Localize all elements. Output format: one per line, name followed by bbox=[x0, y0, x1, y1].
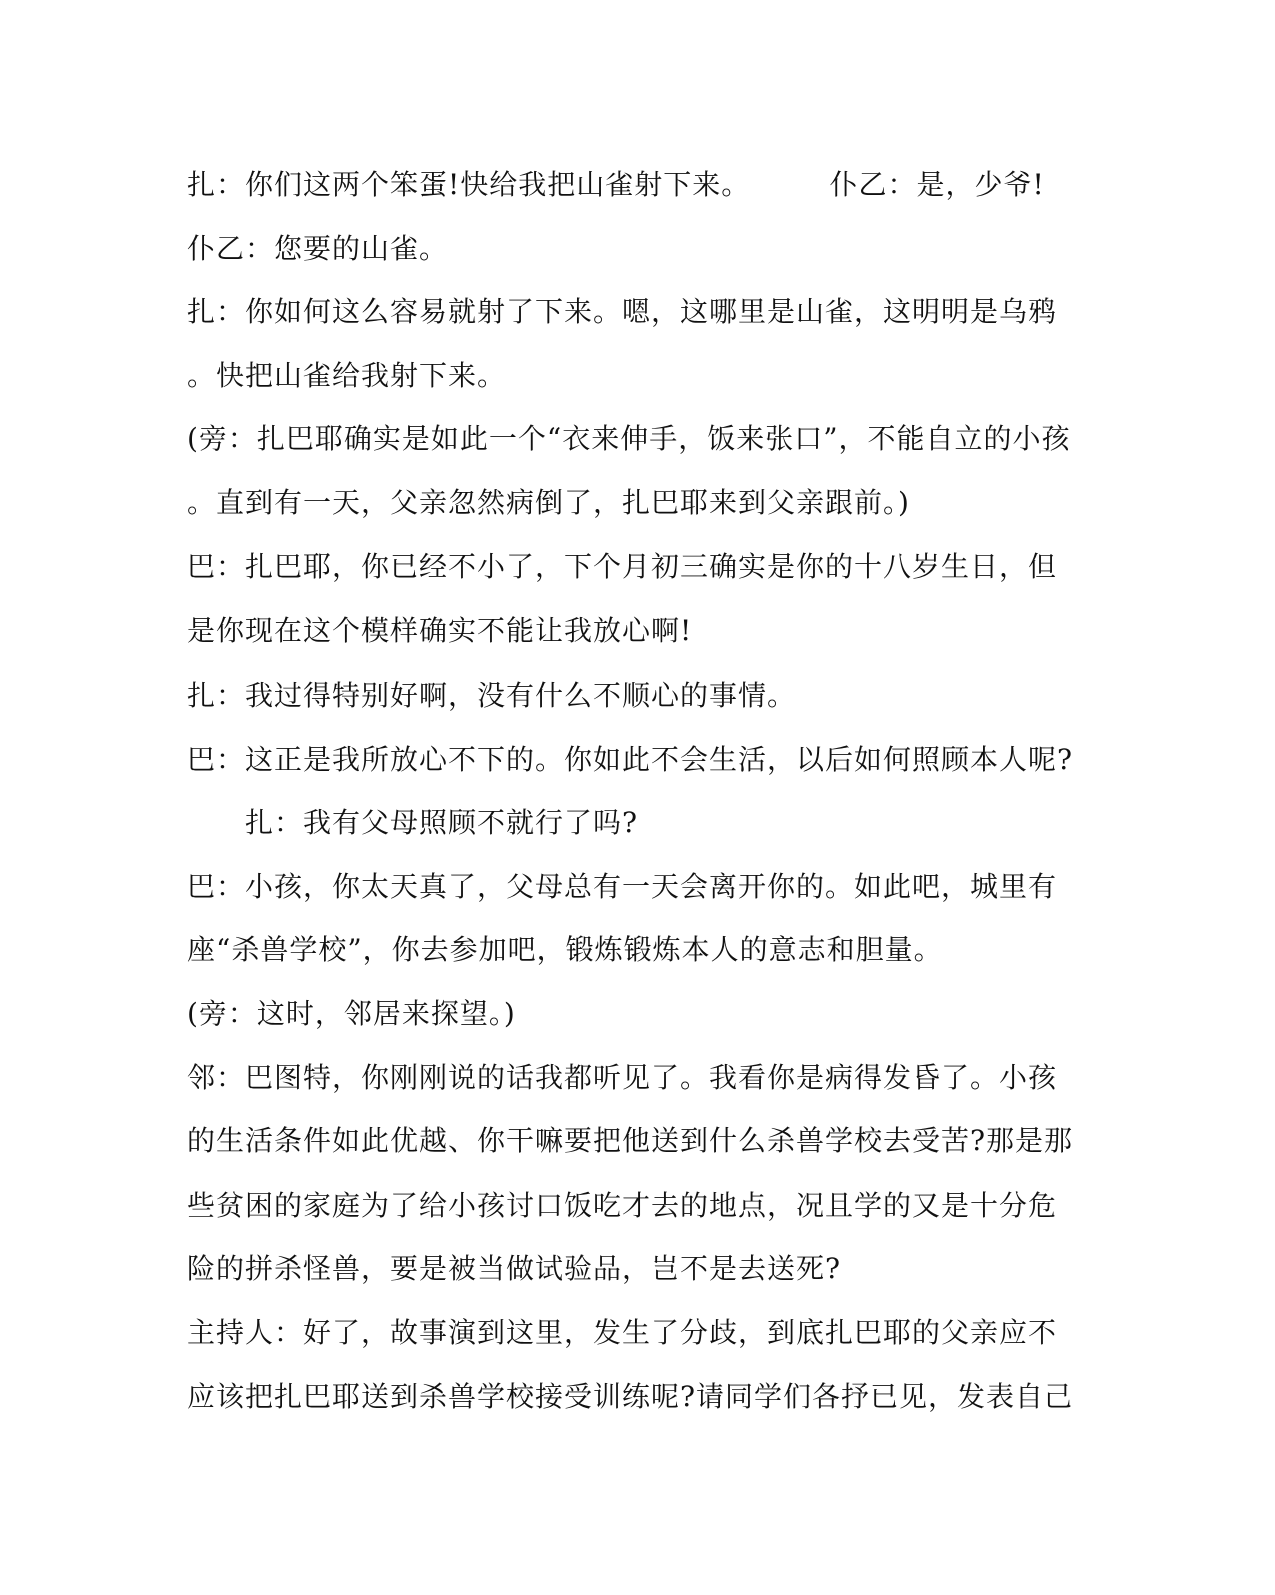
text-line: 座“杀兽学校”，你去参加吧，锻炼锻炼本人的意志和胆量。 bbox=[187, 933, 943, 966]
text-line: 巴：这正是我所放心不下的。你如此不会生活，以后如何照顾本人呢? bbox=[187, 743, 1074, 776]
text-line: 仆乙：您要的山雀。 bbox=[187, 232, 449, 265]
text-line: 些贫困的家庭为了给小孩讨口饭吃才去的地点，况且学的又是十分危 bbox=[187, 1189, 1058, 1222]
text-line: 主持人：好了，故事演到这里，发生了分歧，到底扎巴耶的父亲应不 bbox=[187, 1316, 1058, 1349]
text-line: 巴：扎巴耶，你已经不小了，下个月初三确实是你的十八岁生日，但 bbox=[187, 550, 1058, 583]
text-line: 。快把山雀给我射下来。 bbox=[187, 359, 507, 392]
text-line: (旁：这时，邻居来探望。) bbox=[187, 997, 516, 1030]
text-line: 巴：小孩，你太天真了，父母总有一天会离开你的。如此吧，城里有 bbox=[187, 870, 1058, 903]
text-line: 险的拼杀怪兽，要是被当做试验品，岂不是去送死? bbox=[187, 1252, 842, 1285]
text-line: 的生活条件如此优越、你干嘛要把他送到什么杀兽学校去受苦?那是那 bbox=[187, 1124, 1074, 1157]
text-line: 是你现在这个模样确实不能让我放心啊! bbox=[187, 614, 693, 647]
text-line: 扎：你们这两个笨蛋!快给我把山雀射下来。 仆乙：是，少爷! bbox=[187, 168, 1045, 201]
text-line: 邻：巴图特，你刚刚说的话我都听见了。我看你是病得发昏了。小孩 bbox=[187, 1061, 1058, 1094]
text-line: (旁：扎巴耶确实是如此一个“衣来伸手，饭来张口”，不能自立的小孩 bbox=[187, 422, 1071, 455]
text-line: 。直到有一天，父亲忽然病倒了，扎巴耶来到父亲跟前。) bbox=[187, 486, 910, 519]
text-line: 扎：我过得特别好啊，没有什么不顺心的事情。 bbox=[187, 679, 797, 712]
text-line: 应该把扎巴耶送到杀兽学校接受训练呢?请同学们各抒已见，发表自己 bbox=[187, 1380, 1074, 1413]
text-line: 扎：我有父母照顾不就行了吗? bbox=[245, 806, 639, 839]
text-line: 扎：你如何这么容易就射了下来。嗯，这哪里是山雀，这明明是乌鸦 bbox=[187, 295, 1058, 328]
